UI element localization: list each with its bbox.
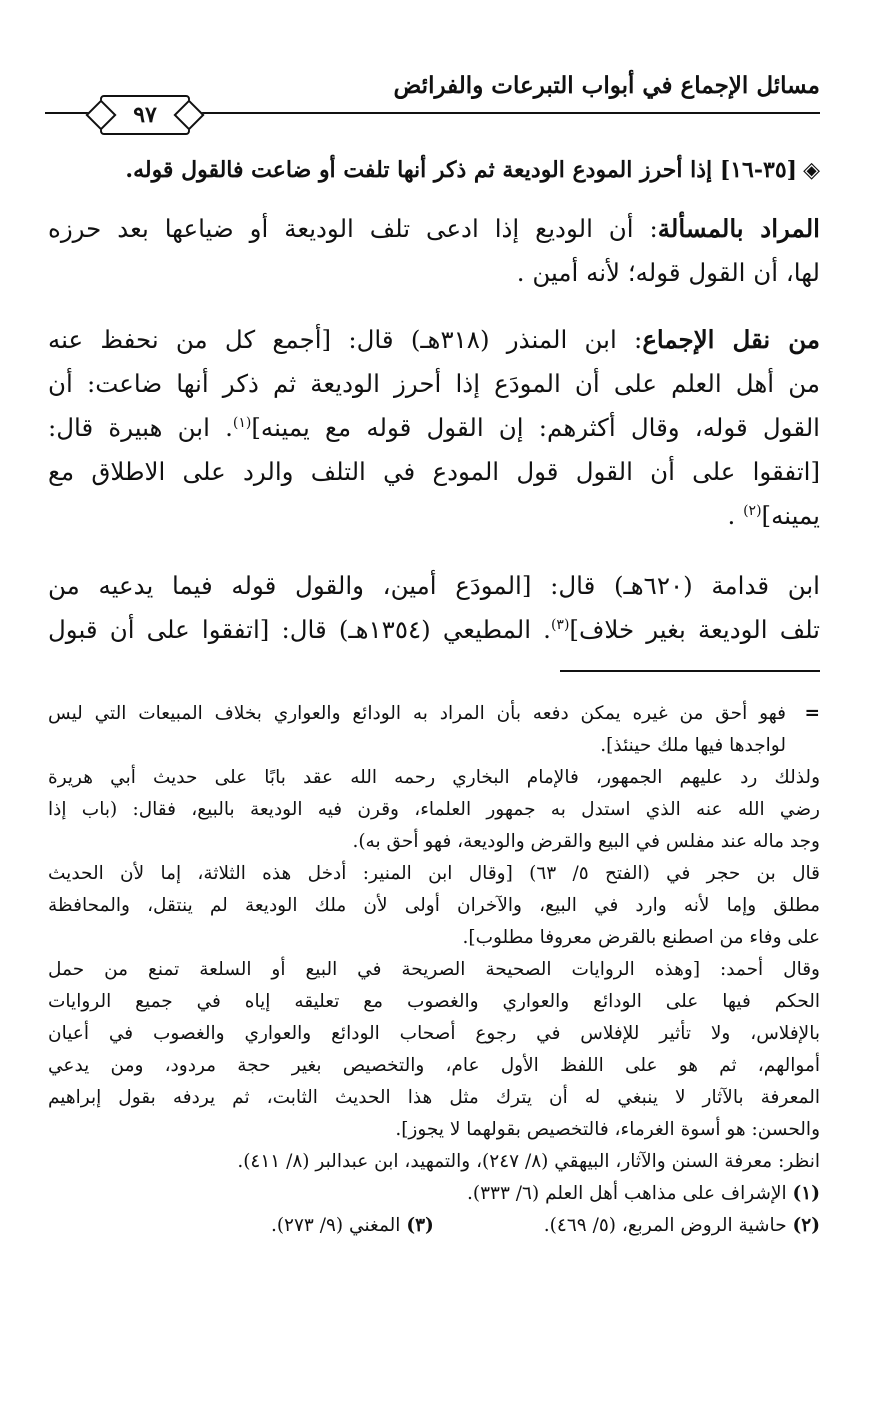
meaning-text-1: : أن الوديع إذا ادعى تلف الوديعة أو ضياعها بعد حرزه bbox=[48, 214, 658, 243]
footnote-line: مطلق وإما لأنه وارد في البيع، والآخران أولى لأن ملك الوديعة لم ينتقل، والمحافظة bbox=[48, 895, 820, 916]
consensus-text-3a: القول قوله، وقال أكثرهم: إن القول قوله مع يمينه] bbox=[251, 413, 820, 442]
consensus-line-3 bbox=[48, 406, 820, 450]
consensus-text-5b: . bbox=[727, 501, 744, 530]
consensus-line-2: من أهل العلم على أن المودَع إذا أحرز الوديعة ثم ذكر أنها ضاعت: أن bbox=[48, 369, 820, 398]
footnote-line: المعرفة بالآثار لا ينبغي له أن يترك مثل هذا الحديث الثابت، ثم يردفه بقول إبراهيم bbox=[48, 1087, 820, 1108]
footnote-ref-row bbox=[48, 1210, 820, 1242]
consensus-line-4: [اتفقوا على أن القول قول المودع في التلف والرد على الاطلاق مع bbox=[48, 457, 820, 486]
page-number: ٩٧ bbox=[133, 102, 157, 128]
footnote-marker-2: (٢) bbox=[743, 502, 762, 519]
qudama-text-2a: تلف الوديعة بغير خلاف] bbox=[569, 615, 820, 644]
meaning-line-2: لها، أن القول قوله؛ لأنه أمين . bbox=[516, 258, 820, 287]
running-title: مسائل الإجماع في أبواب التبرعات والفرائض bbox=[393, 72, 820, 99]
consensus-line-1 bbox=[48, 318, 820, 362]
consensus-text-3b: . ابن هبيرة قال: bbox=[48, 413, 233, 442]
qudama-line-1: ابن قدامة (٦٢٠هـ) قال: [المودَع أمين، والقول قوله فيما يدعيه من bbox=[48, 571, 820, 600]
footnote-line: ولذلك رد عليهم الجمهور، فالإمام البخاري رحمه الله عقد بابًا على حديث أبي هريرة bbox=[48, 767, 820, 788]
footnote-line: انظر: معرفة السنن والآثار، البيهقي (٨/ ٢٤٧)، والتمهيد، ابن عبدالبر (٨/ ٤١١). bbox=[237, 1151, 820, 1172]
consensus-paragraph bbox=[48, 318, 820, 538]
footnote-ref-2: (٢) حاشية الروض المربع، (٥/ ٤٦٩). bbox=[543, 1215, 820, 1236]
footnote-line: قال بن حجر في (الفتح ٥/ ٦٣) [وقال ابن المنير: أدخل هذه الثلاثة، إما لأن الحديث bbox=[48, 863, 820, 884]
footnote-ref-3: (٣) المغني (٩/ ٢٧٣). bbox=[270, 1215, 434, 1236]
footnote-separator bbox=[560, 670, 820, 672]
issue-heading bbox=[48, 150, 820, 190]
consensus-text-5a: يمينه] bbox=[761, 501, 820, 530]
footnote-line: الحكم فيها على الودائع والعواري والغصوب مع تعليقه إياه في جميع الروايات bbox=[48, 991, 820, 1012]
footnote-marker-1: (١) bbox=[232, 414, 252, 431]
meaning-term: المراد بالمسألة bbox=[657, 214, 820, 243]
consensus-line-5 bbox=[48, 494, 820, 538]
footnotes bbox=[48, 698, 820, 1242]
footnote-marker-3: (٣) bbox=[550, 616, 570, 633]
qudama-paragraph bbox=[48, 564, 820, 652]
meaning-paragraph bbox=[48, 207, 820, 295]
continuation-marker: = bbox=[804, 703, 820, 724]
footnote-line: أموالهم، ثم هو على اللفظ الأول عام، والتخصيص بغير حجة مردود، ومن يدعي bbox=[48, 1055, 820, 1076]
footnote-line: وجد ماله عند مفلس في البيع والقرض والوديعة، فهو أحق به). bbox=[352, 831, 820, 852]
diamond-icon: ◈ bbox=[803, 158, 820, 183]
footnote-line: لواجدها فيها ملك حينئذ]. bbox=[600, 735, 786, 756]
footnote-line: على وفاء من اصطنع بالقرض معروفا مطلوب]. bbox=[462, 927, 820, 948]
footnote-line: بالإفلاس، ولا تأثير للإفلاس في رجوع أصحاب الودائع والعواري والغصوب في أعيان bbox=[48, 1023, 820, 1044]
consensus-text-1: : ابن المنذر (٣١٨هـ) قال: [أجمع كل من نحفظ عنه bbox=[48, 325, 643, 354]
footnote-ref-1: (١) الإشراف على مذاهب أهل العلم (٦/ ٣٣٣). bbox=[467, 1183, 820, 1204]
qudama-text-2b: . المطيعي (١٣٥٤هـ) قال: [اتفقوا على أن قبول bbox=[48, 615, 551, 644]
consensus-term: من نقل الإجماع bbox=[642, 325, 820, 354]
footnote-line: وقال أحمد: [وهذه الروايات الصحيحة الصريحة في البيع أو السلعة تمنع من حمل bbox=[48, 959, 820, 980]
footnote-line: رضي الله عنه الذي استدل به جمهور العلماء، وقرن فيه الوديعة بالبيع، فقال: (باب إذا bbox=[48, 799, 820, 820]
footnote-line: والحسن: هو أسوة الغرماء، فالتخصيص بقولهما لا يجوز]. bbox=[395, 1119, 820, 1140]
page-number-ornament bbox=[100, 95, 190, 135]
meaning-line-1 bbox=[48, 207, 820, 251]
issue-heading-text: [٣٥-١٦] إذا أحرز المودع الوديعة ثم ذكر أنها تلفت أو ضاعت فالقول قوله. bbox=[125, 157, 798, 183]
footnote-line: =فهو أحق من غيره يمكن دفعه بأن المراد به الودائع والعواري بخلاف المبيعات التي ليس bbox=[48, 698, 820, 730]
qudama-line-2 bbox=[48, 608, 820, 652]
issue-heading-block bbox=[48, 150, 820, 190]
